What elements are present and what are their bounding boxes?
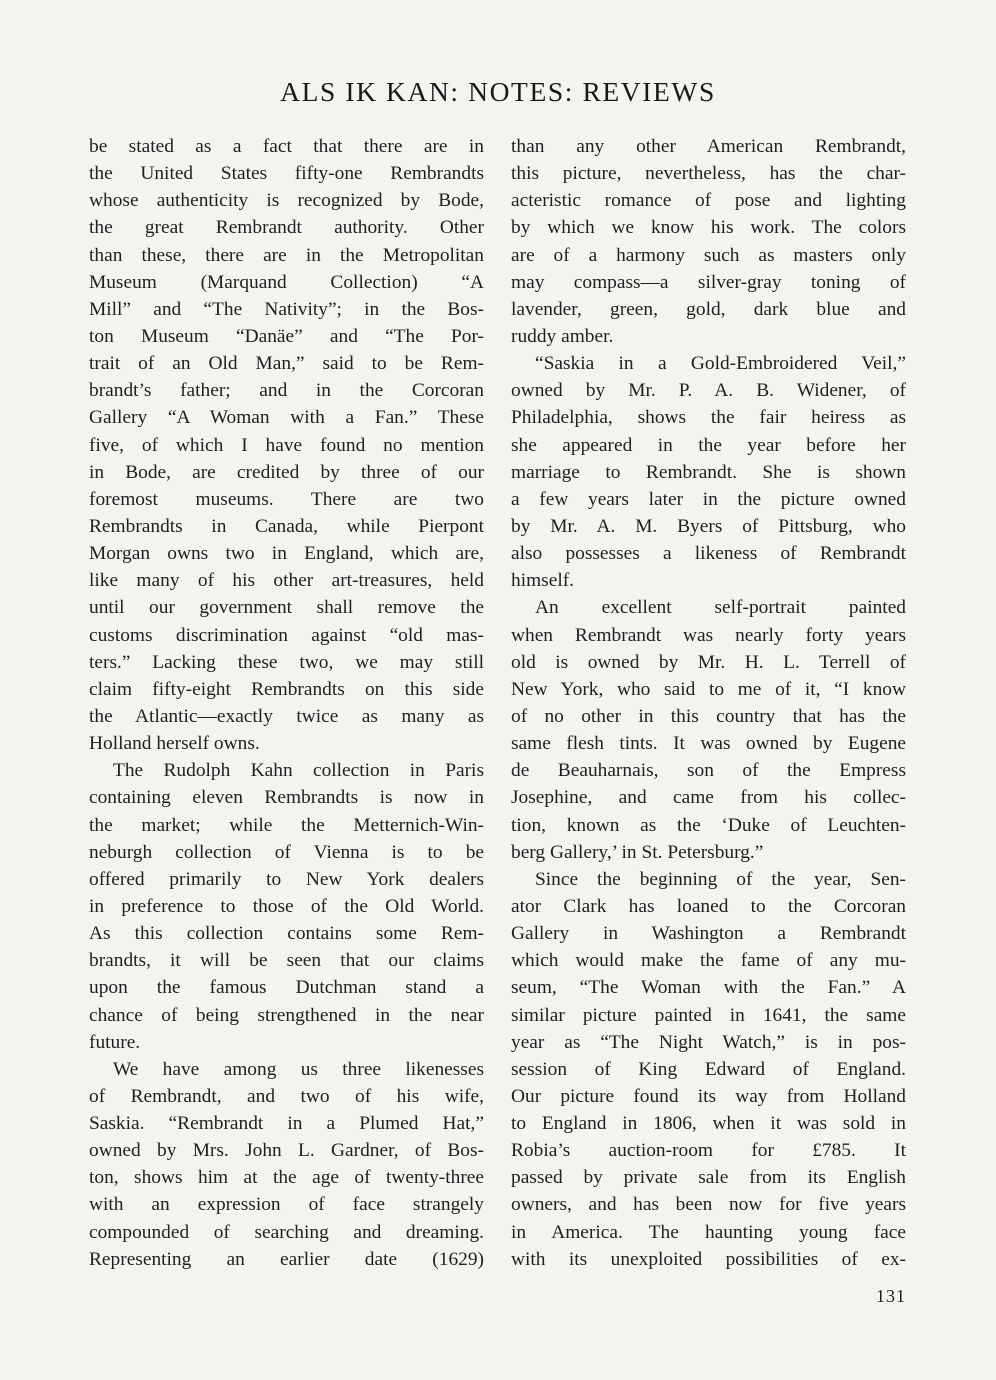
text-line: Mill” and “The Nativity”; in the Bos- <box>89 298 484 320</box>
text-line: may compass—a silver-gray toning of <box>511 271 906 293</box>
text-line: seum, “The Woman with the Fan.” A <box>511 977 906 999</box>
text-line: upon the famous Dutchman stand a <box>89 977 484 999</box>
right-text-column <box>511 133 906 1273</box>
page-number: 131 <box>876 1286 906 1306</box>
text-line: claim fifty-eight Rembrandts on this side <box>89 678 484 700</box>
text-line: customs discrimination against “old mas- <box>89 624 484 646</box>
text-line: than these, there are in the Metropolitan <box>89 244 484 266</box>
text-line: Gallery in Washington a Rembrandt <box>511 923 906 945</box>
text-line: same flesh tints. It was owned by Eugene <box>511 733 906 755</box>
text-line: Representing an earlier date (1629) <box>89 1248 484 1270</box>
text-line: ton Museum “Danäe” and “The Por- <box>89 325 484 347</box>
text-line: by Mr. A. M. Byers of Pittsburg, who <box>511 515 906 537</box>
text-line: de Beauharnais, son of the Empress <box>511 760 906 782</box>
text-line: are of a harmony such as masters only <box>511 244 906 266</box>
text-line: old is owned by Mr. H. L. Terrell of <box>511 651 906 673</box>
text-line: the United States fifty-one Rembrandts <box>89 163 484 185</box>
text-line: whose authenticity is recognized by Bode, <box>89 190 484 212</box>
text-line: offered primarily to New York dealers <box>89 868 484 890</box>
text-line: The Rudolph Kahn collection in Paris <box>113 760 484 782</box>
text-line: An excellent self-portrait painted <box>535 597 906 619</box>
text-line: than any other American Rembrandt, <box>511 136 906 157</box>
text-line: “Saskia in a Gold-Embroidered Veil,” <box>535 353 906 375</box>
text-line: We have among us three likenesses <box>113 1058 484 1080</box>
text-line: Rembrandts in Canada, while Pierpont <box>89 515 484 537</box>
text-line: ator Clark has loaned to the Corcoran <box>511 895 906 917</box>
text-line: to England in 1806, when it was sold in <box>511 1113 906 1135</box>
text-line: brandt’s father; and in the Corcoran <box>89 380 484 402</box>
text-line: ton, shows him at the age of twenty-three <box>89 1167 484 1189</box>
text-line: which would make the fame of any mu- <box>511 950 906 972</box>
text-line: with its unexploited possibilities of ex- <box>511 1248 906 1270</box>
text-line: of no other in this country that has the <box>511 705 906 727</box>
text-line: trait of an Old Man,” said to be Rem- <box>89 353 484 375</box>
text-line: Museum (Marquand Collection) “A <box>89 271 484 293</box>
text-line: Josephine, and came from his collec- <box>511 787 906 809</box>
text-line: five, of which I have found no mention <box>89 434 484 456</box>
text-line: Saskia. “Rembrandt in a Plumed Hat,” <box>89 1113 484 1135</box>
text-line: neburgh collection of Vienna is to be <box>89 841 484 863</box>
text-line: be stated as a fact that there are in <box>89 136 484 157</box>
text-line: the great Rembrandt authority. Other <box>89 217 484 239</box>
text-line: until our government shall remove the <box>89 597 484 619</box>
text-line: ruddy amber. <box>511 325 614 347</box>
text-line: she appeared in the year before her <box>511 434 906 456</box>
text-line: Since the beginning of the year, Sen- <box>535 868 906 890</box>
text-line: future. <box>89 1031 141 1053</box>
text-line: with an expression of face strangely <box>89 1194 484 1216</box>
text-line: chance of being strengthened in the near <box>89 1004 484 1026</box>
text-line: also possesses a likeness of Rembrandt <box>511 543 906 565</box>
text-line: when Rembrandt was nearly forty years <box>511 624 906 646</box>
text-line: New York, who said to me of it, “I know <box>511 678 906 700</box>
text-line: Holland herself owns. <box>89 733 260 755</box>
text-line: owners, and has been now for five years <box>511 1194 906 1216</box>
text-line: of Rembrandt, and two of his wife, <box>89 1085 484 1107</box>
text-line: in America. The haunting young face <box>511 1221 906 1243</box>
text-line: foremost museums. There are two <box>89 488 484 510</box>
text-line: year as “The Night Watch,” is in pos- <box>511 1031 906 1053</box>
text-line: passed by private sale from its English <box>511 1167 906 1189</box>
text-line: himself. <box>511 570 575 592</box>
text-line: like many of his other art-treasures, held <box>89 570 484 592</box>
running-title: ALS IK KAN: NOTES: REVIEWS <box>280 76 716 107</box>
text-line: As this collection contains some Rem- <box>89 923 484 945</box>
text-line: berg Gallery,’ in St. Petersburg.” <box>511 841 764 863</box>
text-line: ters.” Lacking these two, we may still <box>89 651 484 673</box>
text-line: compounded of searching and dreaming. <box>89 1221 484 1243</box>
text-line: in preference to those of the Old World. <box>89 895 484 917</box>
text-line: this picture, nevertheless, has the char- <box>511 163 906 185</box>
text-line: Our picture found its way from Holland <box>511 1085 906 1107</box>
text-line: brandts, it will be seen that our claims <box>89 950 484 972</box>
text-line: lavender, green, gold, dark blue and <box>511 298 906 320</box>
text-line: by which we know his work. The colors <box>511 217 906 239</box>
text-line: tion, known as the ‘Duke of Leuchten- <box>511 814 906 836</box>
text-line: containing eleven Rembrandts is now in <box>89 787 484 809</box>
text-line: owned by Mr. P. A. B. Widener, of <box>511 380 906 402</box>
text-line: in Bode, are credited by three of our <box>89 461 484 483</box>
left-text-column <box>89 133 484 1273</box>
text-line: marriage to Rembrandt. She is shown <box>511 461 906 483</box>
text-line: a few years later in the picture owned <box>511 488 906 510</box>
text-line: Philadelphia, shows the fair heiress as <box>511 407 906 429</box>
text-line: owned by Mrs. John L. Gardner, of Bos- <box>89 1140 484 1162</box>
text-line: the Atlantic—exactly twice as many as <box>89 705 484 727</box>
text-line: Gallery “A Woman with a Fan.” These <box>89 407 484 429</box>
text-line: session of King Edward of England. <box>511 1058 906 1080</box>
text-line: Morgan owns two in England, which are, <box>89 543 484 565</box>
text-line: Robia’s auction-room for £785. It <box>511 1140 906 1162</box>
text-line: the market; while the Metternich-Win- <box>89 814 484 836</box>
text-line: similar picture painted in 1641, the same <box>511 1004 906 1026</box>
text-line: acteristic romance of pose and lighting <box>511 190 906 212</box>
